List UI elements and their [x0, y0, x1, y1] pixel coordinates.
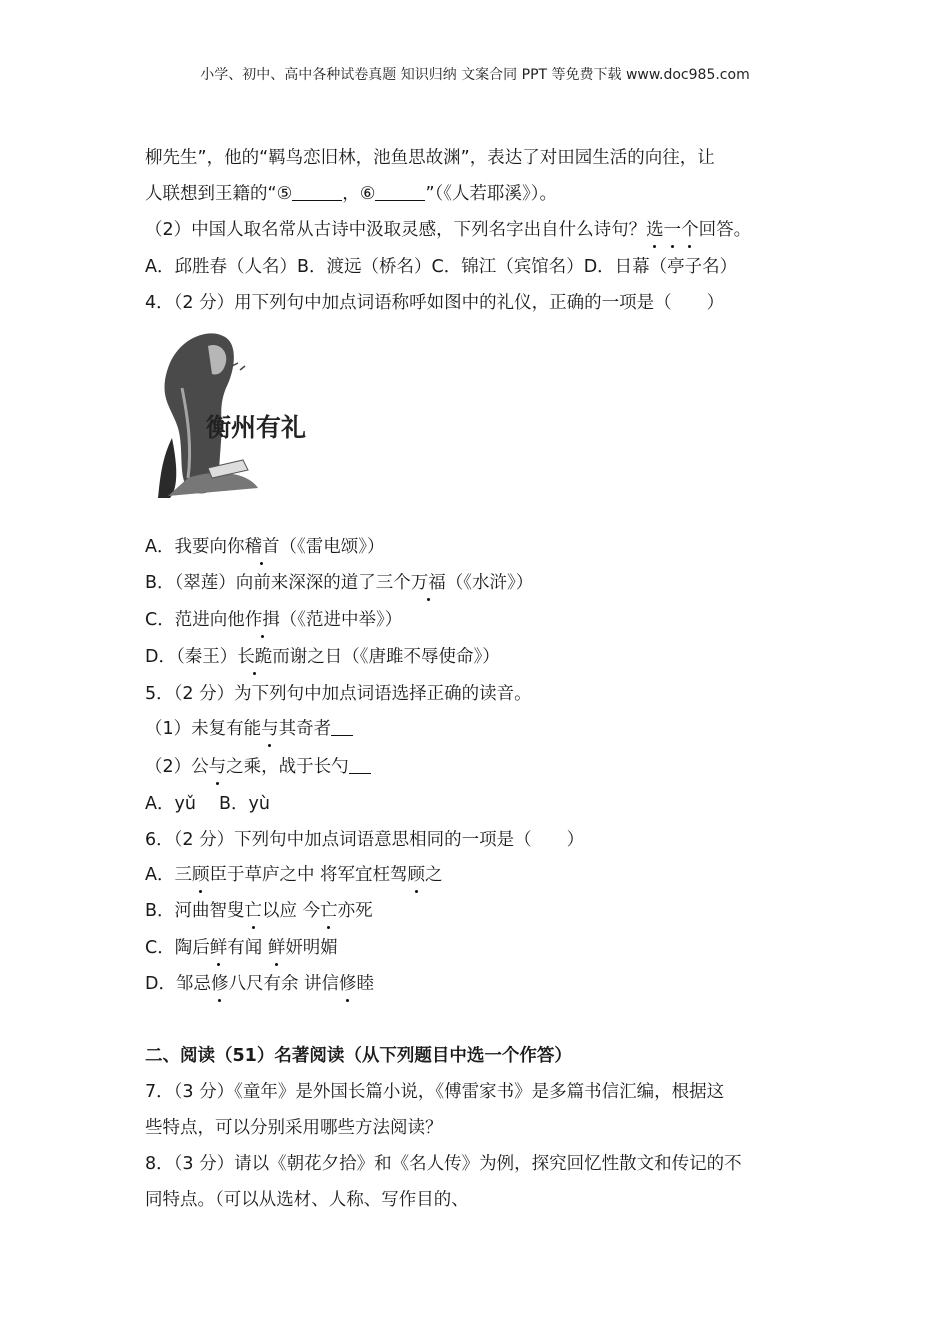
q5-sentence-1 [145, 717, 353, 741]
sentence-text: （1）未复有能 [145, 719, 262, 739]
sentence-text: 之乘，战于长勺 [226, 757, 349, 777]
option-text: 睦 [356, 974, 375, 994]
emphasis-word: 作揖 [244, 610, 280, 630]
page-header: 小学、初中、高中各种试卷真题 知识归纳 文案合同 PPT 等免费下载 www.doc985.com [200, 67, 750, 83]
emphasis-word: 长跪 [237, 647, 273, 667]
section-heading: 二、阅读（51）名著阅读（从下列题目中选一个作答） [145, 1046, 572, 1066]
option-text: 妍明媚 [285, 938, 338, 958]
q8-line2: 同特点。（可以从选材、人称、写作目的、 [145, 1190, 469, 1210]
option-text: B．河曲智叟 [145, 901, 245, 921]
option-source: （《水浒》） [445, 573, 534, 593]
q5-sentence-2 [145, 755, 371, 779]
q4-stem: 4．（2 分）用下列句中加点词语称呼如图中的礼仪，正确的一项是（ ） [145, 293, 725, 313]
q6-option-b [145, 899, 373, 923]
emphasis-word: 稽首 [244, 537, 280, 557]
option-text: C．范进向他 [145, 610, 245, 630]
q6-option-c [145, 936, 338, 960]
emphasis-char: 鲜 [209, 938, 228, 958]
q5-options: A．yǔ B．yù [145, 794, 270, 814]
q3-line1: 柳先生”，他的“羁鸟恋旧林，池鱼思故渊”，表达了对田园生活的向往，让 [145, 148, 715, 168]
option-text: 臣于草庐之中 将军宜枉驾 [209, 865, 408, 885]
q4-option-c [145, 608, 402, 632]
emphasis-char: 选 [646, 220, 664, 240]
emphasis-char: 顾 [191, 865, 210, 885]
option-source: （《范进中举》） [279, 610, 403, 630]
q6-stem: 6．（2 分）下列句中加点词语意思相同的一项是（ ） [145, 830, 585, 850]
q6-option-d [145, 972, 374, 996]
option-text: 之 [425, 865, 443, 885]
answer-blank-5[interactable] [292, 182, 342, 201]
q8-line1: 8．（3 分）请以《朝花夕拾》和《名人传》为例，探究回忆性散文和传记的不 [145, 1154, 742, 1174]
option-source: （《雷电颂》） [279, 537, 385, 557]
q7-line1: 7．（3 分）《童年》是外国长篇小说，《傅雷家书》是多篇书信汇编，根据这 [145, 1082, 725, 1102]
option-text: B．（翠莲）向前来深深的道了三个 [145, 573, 411, 593]
option-text: D．邹忌 [145, 974, 211, 994]
emphasis-char: 鲜 [267, 938, 286, 958]
q3-line2 [145, 182, 557, 206]
q3-line2-text-b: ，⑥ [342, 184, 376, 204]
q5-stem: 5．（2 分）为下列句中加点词语选择正确的读音。 [145, 684, 532, 704]
option-text: 八尺有余 讲信 [228, 974, 340, 994]
emphasis-char: 个 [681, 220, 699, 240]
emphasis-word: 万福 [410, 573, 446, 593]
q6-option-a [145, 863, 443, 887]
q3-line2-text-a: 人联想到王籍的“⑤ [145, 184, 293, 204]
q3-sub2 [145, 218, 751, 242]
option-text: 以应 今 [262, 901, 321, 921]
emphasis-char: 与 [261, 719, 279, 739]
emphasis-char: 亡 [320, 901, 338, 921]
q4-option-d [145, 645, 500, 669]
option-text: C．陶后 [145, 938, 210, 958]
option-text: 亦死 [337, 901, 373, 921]
option-text: A．三 [145, 865, 192, 885]
q4-option-a [145, 535, 384, 559]
option-text: D．（秦王） [145, 647, 238, 667]
emphasis-char: 亡 [244, 901, 263, 921]
q3-line2-text-c: ”（《人若耶溪》）。 [425, 184, 558, 204]
answer-blank[interactable] [331, 717, 353, 736]
sentence-text: 其奇者 [278, 719, 332, 739]
option-text: 有闻 [227, 938, 268, 958]
sentence-text: （2）公 [145, 757, 209, 777]
image-caption: 衡州有礼 [206, 413, 307, 442]
option-source: 而谢之日（《唐雎不辱使命》） [272, 647, 500, 667]
q3-options: A．邱胜春（人名）B．渡远（桥名）C．锦江（宾馆名）D．日幕（亭子名） [145, 257, 738, 277]
emphasis-char: 一 [663, 220, 682, 240]
etiquette-image [148, 328, 340, 502]
emphasis-char: 与 [208, 757, 227, 777]
q3-sub2-end: 回答。 [698, 220, 752, 240]
answer-blank[interactable] [349, 755, 371, 774]
q7-line2: 些特点，可以分别采用哪些方法阅读？ [145, 1118, 443, 1138]
q3-sub2-text: （2）中国人取名常从古诗中汲取灵感，下列名字出自什么诗句？ [145, 220, 647, 240]
emphasis-char: 修 [210, 974, 229, 994]
q4-option-b [145, 571, 533, 595]
emphasis-char: 顾 [407, 865, 426, 885]
answer-blank-6[interactable] [375, 182, 425, 201]
option-text: A．我要向你 [145, 537, 245, 557]
emphasis-char: 修 [339, 974, 357, 994]
